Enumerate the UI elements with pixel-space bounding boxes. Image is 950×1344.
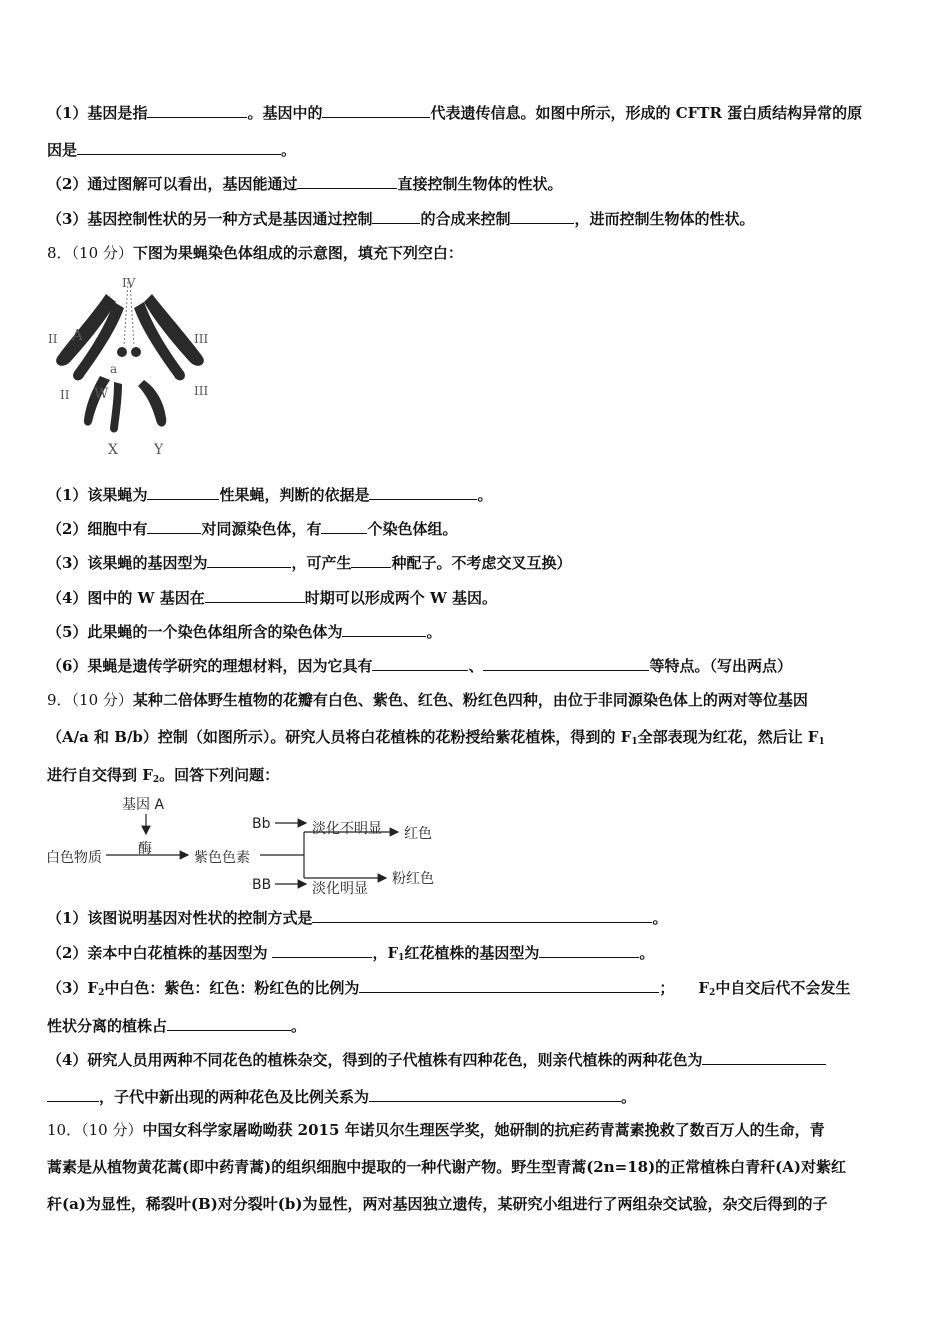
blank[interactable] [321,518,367,534]
blank[interactable] [207,552,291,568]
flow-red: 红色 [404,826,432,842]
chromosome-figure [44,272,224,462]
q10-line-2: 蒿素是从植物黄花蒿(即中药青蒿)的组织细胞中提取的一种代谢产物。野生型青蒿(2n=18)的正常植株白青秆(A)对紫红 [47,1158,847,1176]
flow-white-substance: 白色物质 [46,850,102,866]
blank[interactable] [372,655,468,671]
q9-line-3: 进行自交得到 $F_2$。回答下列问题： [47,766,280,785]
flow-enzyme: 酶 [138,841,152,857]
q7-line-3: （2）通过图解可以看出，基因能通过 直接控制生物体的性状。 [47,175,563,193]
q8-sub-6: （6）果蝇是遗传学研究的理想材料，因为它具有 、 等特点。（写出两点） [47,657,792,675]
blank[interactable] [539,942,639,958]
label-x: X [108,442,118,458]
q7-line-4: （3）基因控制性状的另一种方式是基因通过控制 的合成来控制 ，进而控制生物体的性状。 [47,210,755,228]
q8-sub-5: （5）此果蝇的一个染色体组所含的染色体为 。 [47,623,442,641]
blank[interactable] [322,102,430,118]
q8-sub-1: （1）该果蝇为 性果蝇，判断的依据是 。 [47,486,493,504]
q9-sub-2: （2）亲本中白花植株的基因型为 ，$F_1$红花植株的基因型为 。 [47,944,655,963]
q7-line-1: （1）基因是指 。基因中的 代表遗传信息。如图中所示，形成的 CFTR 蛋白质结构异常的原 [47,104,863,122]
q9-sub-4: （4）研究人员用两种不同花色的植株杂交，得到的子代植株有四种花色，则亲代植株的两种花色为 [47,1049,826,1070]
label-iii-lower: III [194,384,209,398]
blank[interactable] [510,208,574,224]
q9-line-2: （A/a 和 B/b）控制（如图所示）。研究人员将白花植株的花粉授给紫花植株，得到的 $F_1$全部表现为红花，然后让 $F_1$ [47,728,825,747]
blank[interactable] [272,942,372,958]
blank[interactable] [369,484,477,500]
label-ii-upper: II [48,332,58,346]
blank[interactable] [342,621,426,637]
label-ii-lower: II [60,388,70,402]
blank[interactable] [372,208,420,224]
blank[interactable] [147,484,219,500]
flow-light-weak: 淡化不明显 [312,821,382,837]
blank[interactable] [167,1015,291,1031]
blank[interactable] [47,1086,99,1102]
blank[interactable] [702,1049,826,1065]
q8-heading: 8．（10 分）下图为果蝇染色体组成的示意图，填充下列空白： [47,244,463,262]
q8-sub-3: （3）该果蝇的基因型为 ，可产生 种配子。不考虑交叉互换） [47,554,572,572]
pigment-pathway-diagram [46,792,466,898]
q8-sub-2: （2）细胞中有 对同源染色体，有 个染色体组。 [47,520,458,538]
q9-sub-4-cont: ，子代中新出现的两种花色及比例关系为 。 [47,1086,636,1107]
q9-sub-3-cont: 性状分离的植株占 。 [47,1017,307,1035]
label-w: W [94,386,109,402]
flow-light-strong: 淡化明显 [312,881,368,897]
blank[interactable] [147,518,201,534]
q10-heading: 10．（10 分）中国女科学家屠呦呦获 2015 年诺贝尔生理医学奖，她研制的抗疟药青蒿素挽救了数百万人的生命，青 [47,1121,825,1139]
blank[interactable] [359,977,659,993]
label-iv: IV [122,276,136,290]
flow-gene-a: 基因 A [122,797,165,813]
flow-bb-homo: BB [252,877,272,893]
flow-purple-pigment: 紫色色素 [194,850,250,866]
label-iii-upper: III [194,332,209,346]
q9-sub-1: （1）该图说明基因对性状的控制方式是 。 [47,909,668,927]
label-y: Y [154,442,164,458]
blank[interactable] [77,139,281,155]
fruit-fly-chromosome-drawing [44,272,224,462]
q9-heading: 9．（10 分）某种二倍体野生植物的花瓣有白色、紫色、红色、粉红色四种，由位于非同源染色体上的两对等位基因 [47,691,808,709]
blank[interactable] [205,587,305,603]
flow-pink: 粉红色 [392,871,434,887]
blank[interactable] [312,907,652,923]
q10-line-3: 秆(a)为显性，稀裂叶(B)对分裂叶(b)为显性，两对基因独立遗传，某研究小组进行了两组杂交试验，杂交后得到的子 [47,1195,828,1213]
q8-sub-4: （4）图中的 W 基因在 时期可以形成两个 W 基因。 [47,589,498,607]
blank[interactable] [369,1086,621,1102]
q7-line-2: 因是 。 [47,141,297,159]
blank[interactable] [483,655,649,671]
flow-bb-hetero: Bb [252,816,271,832]
label-a-upper: A [72,326,83,344]
q9-sub-3: $(3)F_2$中白色：紫色：红色：粉红色的比例为 ； $F_2$中自交后代不会发生 [47,979,851,998]
blank[interactable] [351,552,391,568]
label-a-lower: a [110,362,118,376]
blank[interactable] [147,102,247,118]
blank[interactable] [297,173,397,189]
